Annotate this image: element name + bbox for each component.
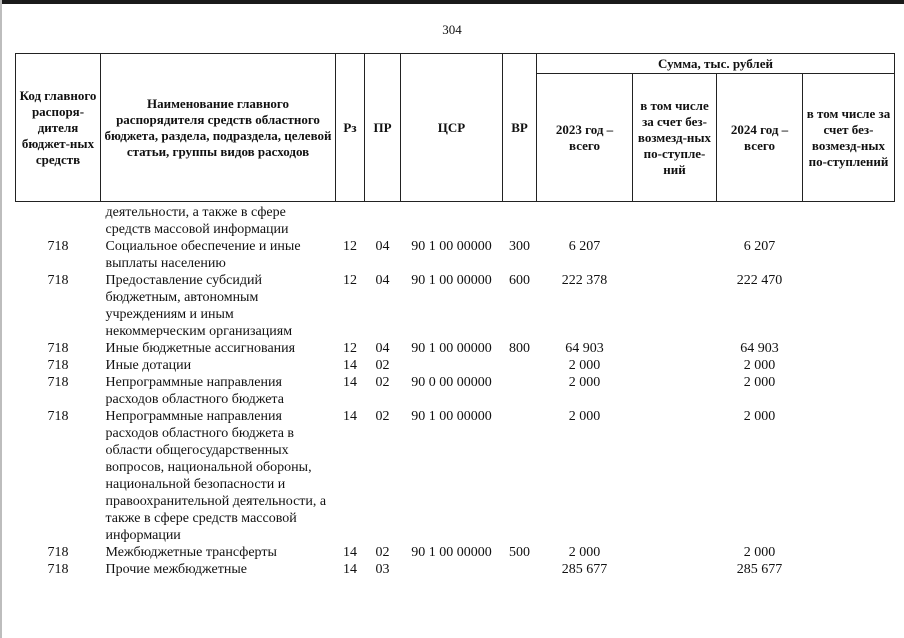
row-2023-incl <box>633 340 717 357</box>
row-rz: 12 <box>343 273 357 288</box>
page-number: 304 <box>442 22 462 37</box>
table-row <box>16 544 895 561</box>
row-2023-incl <box>633 561 717 578</box>
header-2023-total: 2023 год – всего <box>537 74 633 202</box>
row-2023-total: 6 207 <box>568 239 601 254</box>
row-2024-total: 2 000 <box>743 358 776 373</box>
row-2024-total: 64 903 <box>740 341 779 356</box>
header-sum: Сумма, тыс. рублей <box>537 54 895 74</box>
row-2023-total: 2 000 <box>568 375 601 390</box>
row-rz <box>336 204 365 238</box>
row-vr <box>503 374 537 408</box>
table-row <box>16 272 895 340</box>
row-2023-incl <box>633 238 717 272</box>
row-csr: 90 1 00 00000 <box>411 239 492 254</box>
row-vr: 800 <box>509 341 530 356</box>
row-2024-incl <box>803 561 895 578</box>
row-csr: 90 1 00 00000 <box>411 409 492 424</box>
row-code: 718 <box>47 273 69 288</box>
row-rz: 14 <box>343 375 357 390</box>
row-pr: 02 <box>375 545 390 560</box>
row-rz: 14 <box>343 545 357 560</box>
header-vr: ВР <box>503 54 537 202</box>
table-row <box>16 561 895 578</box>
row-vr <box>503 357 537 374</box>
header-2024-total: 2024 год – всего <box>717 74 803 202</box>
row-pr: 04 <box>375 239 390 254</box>
row-vr <box>503 204 537 238</box>
row-2024-total: 6 207 <box>743 239 776 254</box>
row-2023-incl <box>633 357 717 374</box>
row-2024-incl <box>803 357 895 374</box>
row-2024-incl <box>803 238 895 272</box>
row-name: Непрограммные направления расходов областного бюджета в области общегосударственных вопросов, национальной обороны, национальной безопасности и правоохранительной деятельности, а также в сфере средств массовой информации <box>105 409 327 543</box>
row-code: 718 <box>47 239 69 254</box>
row-pr <box>365 204 401 238</box>
header-code: Код главного распоря-дителя бюджет-ных средств <box>16 54 101 202</box>
row-2024-incl <box>803 374 895 408</box>
row-name: Непрограммные направления расходов областного бюджета <box>105 375 284 407</box>
header-pr: ПР <box>365 54 401 202</box>
table-body <box>16 202 895 579</box>
row-2023-total: 2 000 <box>568 545 601 560</box>
row-name: Прочие межбюджетные <box>105 562 247 577</box>
row-name: деятельности, а также в сфере средств массовой информации <box>105 205 289 237</box>
row-pr: 04 <box>375 273 390 288</box>
row-vr <box>503 408 537 544</box>
row-2024-incl <box>803 340 895 357</box>
row-pr: 02 <box>375 375 390 390</box>
row-2024-incl <box>803 544 895 561</box>
row-vr: 300 <box>509 239 530 254</box>
row-2024-total <box>717 204 803 238</box>
row-2023-incl <box>633 408 717 544</box>
row-vr: 600 <box>509 273 530 288</box>
row-vr: 500 <box>509 545 530 560</box>
table-row <box>16 374 895 408</box>
row-code: 718 <box>47 545 69 560</box>
row-csr: 90 1 00 00000 <box>411 545 492 560</box>
table-row <box>16 204 895 238</box>
row-code: 718 <box>47 409 69 424</box>
row-name: Социальное обеспечение и иные выплаты населению <box>105 239 301 271</box>
row-2024-incl <box>803 408 895 544</box>
table-row <box>16 340 895 357</box>
row-name: Межбюджетные трансферты <box>105 545 277 560</box>
row-2023-total: 2 000 <box>568 358 601 373</box>
row-vr <box>503 561 537 578</box>
row-csr <box>401 561 503 578</box>
row-2023-total: 222 378 <box>561 273 608 288</box>
row-rz: 14 <box>343 562 357 577</box>
budget-table <box>15 53 895 578</box>
left-scan-edge <box>0 0 2 638</box>
table-row <box>16 238 895 272</box>
row-2024-total: 222 470 <box>736 273 783 288</box>
row-pr: 03 <box>375 562 390 577</box>
table-header <box>16 54 895 202</box>
row-rz: 12 <box>343 239 357 254</box>
row-2023-incl <box>633 544 717 561</box>
row-csr: 90 1 00 00000 <box>411 341 492 356</box>
row-code: 718 <box>47 375 69 390</box>
row-2024-total: 2 000 <box>743 545 776 560</box>
row-csr: 90 0 00 00000 <box>411 375 492 390</box>
row-2023-total: 64 903 <box>565 341 604 356</box>
row-2023-incl <box>633 272 717 340</box>
row-code: 718 <box>47 562 69 577</box>
row-2023-total <box>537 204 633 238</box>
row-csr <box>401 357 503 374</box>
header-rz: Рз <box>336 54 365 202</box>
row-rz: 12 <box>343 341 357 356</box>
row-2024-total: 2 000 <box>743 375 776 390</box>
row-pr: 02 <box>375 358 390 373</box>
row-2023-incl <box>633 374 717 408</box>
row-csr: 90 1 00 00000 <box>411 273 492 288</box>
row-name: Иные бюджетные ассигнования <box>105 341 296 356</box>
row-name: Предоставление субсидий бюджетным, автономным учреждениям и иным некоммерческим организациям <box>105 273 293 339</box>
row-name: Иные дотации <box>105 358 192 373</box>
row-pr: 02 <box>375 409 390 424</box>
table-row <box>16 357 895 374</box>
row-2024-total: 285 677 <box>736 562 783 577</box>
row-code <box>16 204 101 238</box>
header-2024-incl: в том числе за счет без-возмезд-ных по-ступлений <box>803 74 895 202</box>
row-2023-total: 285 677 <box>561 562 608 577</box>
row-2024-incl <box>803 204 895 238</box>
row-rz: 14 <box>343 409 357 424</box>
row-2024-total: 2 000 <box>743 409 776 424</box>
header-csr: ЦСР <box>401 54 503 202</box>
header-name: Наименование главного распорядителя средств областного бюджета, раздела, подраздела, целевой статьи, группы видов расходов <box>101 54 336 202</box>
row-pr: 04 <box>375 341 390 356</box>
row-csr <box>401 204 503 238</box>
row-2024-incl <box>803 272 895 340</box>
row-code: 718 <box>47 341 69 356</box>
top-border-line <box>0 0 904 4</box>
row-rz: 14 <box>343 358 357 373</box>
header-2023-incl: в том числе за счет без-возмезд-ных по-ступле-ний <box>633 74 717 202</box>
row-2023-incl <box>633 204 717 238</box>
row-2023-total: 2 000 <box>568 409 601 424</box>
table-row <box>16 408 895 544</box>
row-code: 718 <box>47 358 69 373</box>
